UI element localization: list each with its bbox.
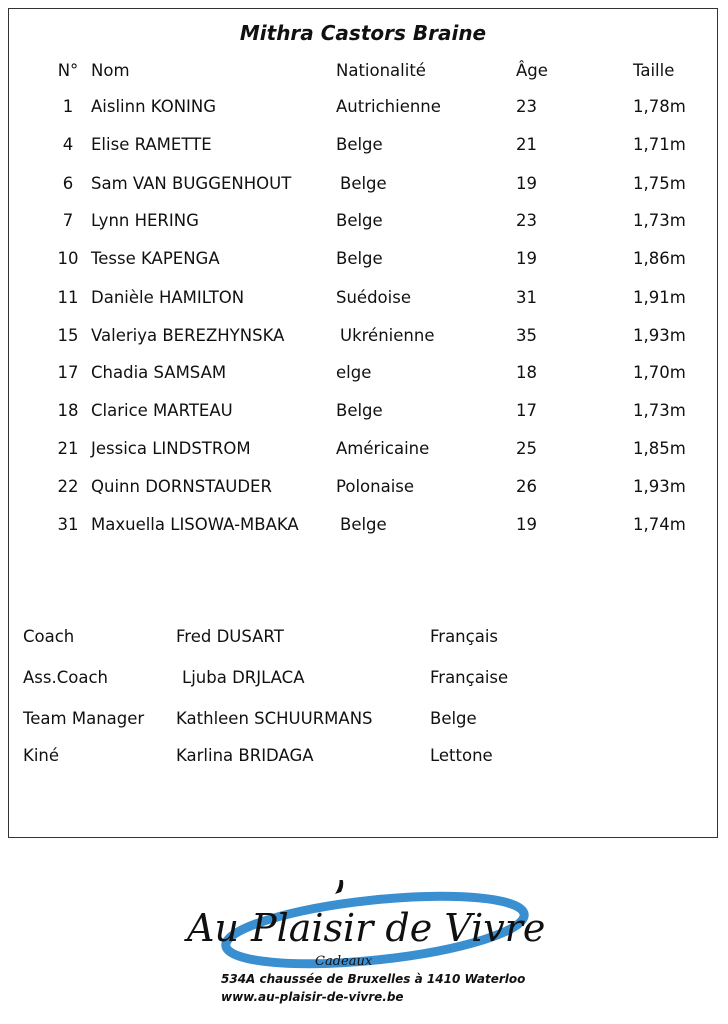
player-age: 17	[516, 401, 537, 420]
player-nationality: Autrichienne	[336, 97, 441, 116]
header-name: Nom	[91, 61, 130, 80]
player-age: 21	[516, 135, 537, 154]
player-name: Sam VAN BUGGENHOUT	[91, 174, 292, 193]
header-num: N°	[57, 61, 79, 80]
player-height: 1,73m	[633, 401, 686, 420]
sponsor-address: 534A chaussée de Bruxelles à 1410 Waterloo	[221, 972, 526, 986]
staff-nationality: Française	[430, 668, 509, 687]
header-age: Âge	[516, 61, 548, 80]
player-name: Maxuella LISOWA-MBAKA	[91, 515, 299, 534]
player-name: Elise RAMETTE	[91, 135, 212, 154]
player-num: 21	[57, 439, 79, 458]
player-nationality: Polonaise	[336, 477, 415, 496]
player-num: 7	[62, 211, 74, 230]
player-num: 17	[57, 363, 79, 382]
player-num: 22	[57, 477, 79, 496]
player-age: 23	[516, 211, 537, 230]
staff-nationality: Lettone	[430, 746, 493, 765]
player-age: 31	[516, 288, 537, 307]
player-num: 6	[62, 174, 74, 193]
player-age: 35	[516, 326, 537, 345]
staff-nationality: Français	[430, 627, 499, 646]
staff-name: Fred DUSART	[176, 627, 284, 646]
player-num: 4	[62, 135, 74, 154]
player-num: 18	[57, 401, 79, 420]
player-age: 19	[516, 174, 537, 193]
player-name: Clarice MARTEAU	[91, 401, 233, 420]
player-height: 1,70m	[633, 363, 686, 382]
player-height: 1,73m	[633, 211, 686, 230]
sponsor-website[interactable]: www.au-plaisir-de-vivre.be	[221, 990, 404, 1004]
staff-role: Coach	[23, 627, 75, 646]
player-height: 1,74m	[633, 515, 686, 534]
player-nationality: Belge	[340, 515, 387, 534]
player-height: 1,71m	[633, 135, 686, 154]
player-name: Chadia SAMSAM	[91, 363, 227, 382]
player-nationality: Américaine	[336, 439, 430, 458]
header-nationality: Nationalité	[336, 61, 426, 80]
sponsor-name: Au Plaisir de Vivre	[187, 906, 546, 950]
player-age: 26	[516, 477, 537, 496]
player-nationality: Belge	[336, 211, 383, 230]
sponsor-tagline: Cadeaux	[315, 954, 373, 969]
player-height: 1,85m	[633, 439, 686, 458]
player-age: 19	[516, 515, 537, 534]
staff-name: Ljuba DRJLACA	[182, 668, 305, 687]
player-num: 11	[57, 288, 79, 307]
player-height: 1,78m	[633, 97, 686, 116]
player-name: Aislinn KONING	[91, 97, 217, 116]
staff-role: Ass.Coach	[23, 668, 108, 687]
roster-panel	[8, 8, 718, 838]
player-height: 1,93m	[633, 326, 686, 345]
player-height: 1,75m	[633, 174, 686, 193]
player-name: Jessica LINDSTROM	[91, 439, 251, 458]
player-name: Valeriya BEREZHYNSKA	[91, 326, 285, 345]
player-num: 1	[62, 97, 74, 116]
player-nationality: Ukrénienne	[340, 326, 435, 345]
player-height: 1,86m	[633, 249, 686, 268]
team-title: Mithra Castors Braine	[239, 21, 487, 45]
player-height: 1,91m	[633, 288, 686, 307]
player-nationality: elge	[336, 363, 372, 382]
staff-name: Karlina BRIDAGA	[176, 746, 314, 765]
staff-role: Kiné	[23, 746, 60, 765]
player-name: Tesse KAPENGA	[91, 249, 220, 268]
player-num: 31	[57, 515, 79, 534]
player-height: 1,93m	[633, 477, 686, 496]
player-name: Lynn HERING	[91, 211, 199, 230]
player-nationality: Belge	[340, 174, 387, 193]
staff-nationality: Belge	[430, 709, 477, 728]
staff-role: Team Manager	[23, 709, 145, 728]
player-age: 19	[516, 249, 537, 268]
staff-name: Kathleen SCHUURMANS	[176, 709, 373, 728]
player-num: 10	[57, 249, 79, 268]
player-age: 25	[516, 439, 537, 458]
player-nationality: Belge	[336, 401, 383, 420]
player-age: 18	[516, 363, 537, 382]
player-nationality: Belge	[336, 135, 383, 154]
player-nationality: Belge	[336, 249, 383, 268]
player-age: 23	[516, 97, 537, 116]
player-name: Quinn DORNSTAUDER	[91, 477, 272, 496]
sponsor-logo	[175, 880, 555, 1010]
header-height: Taille	[633, 61, 675, 80]
player-num: 15	[57, 326, 79, 345]
player-name: Danièle HAMILTON	[91, 288, 245, 307]
player-nationality: Suédoise	[336, 288, 411, 307]
